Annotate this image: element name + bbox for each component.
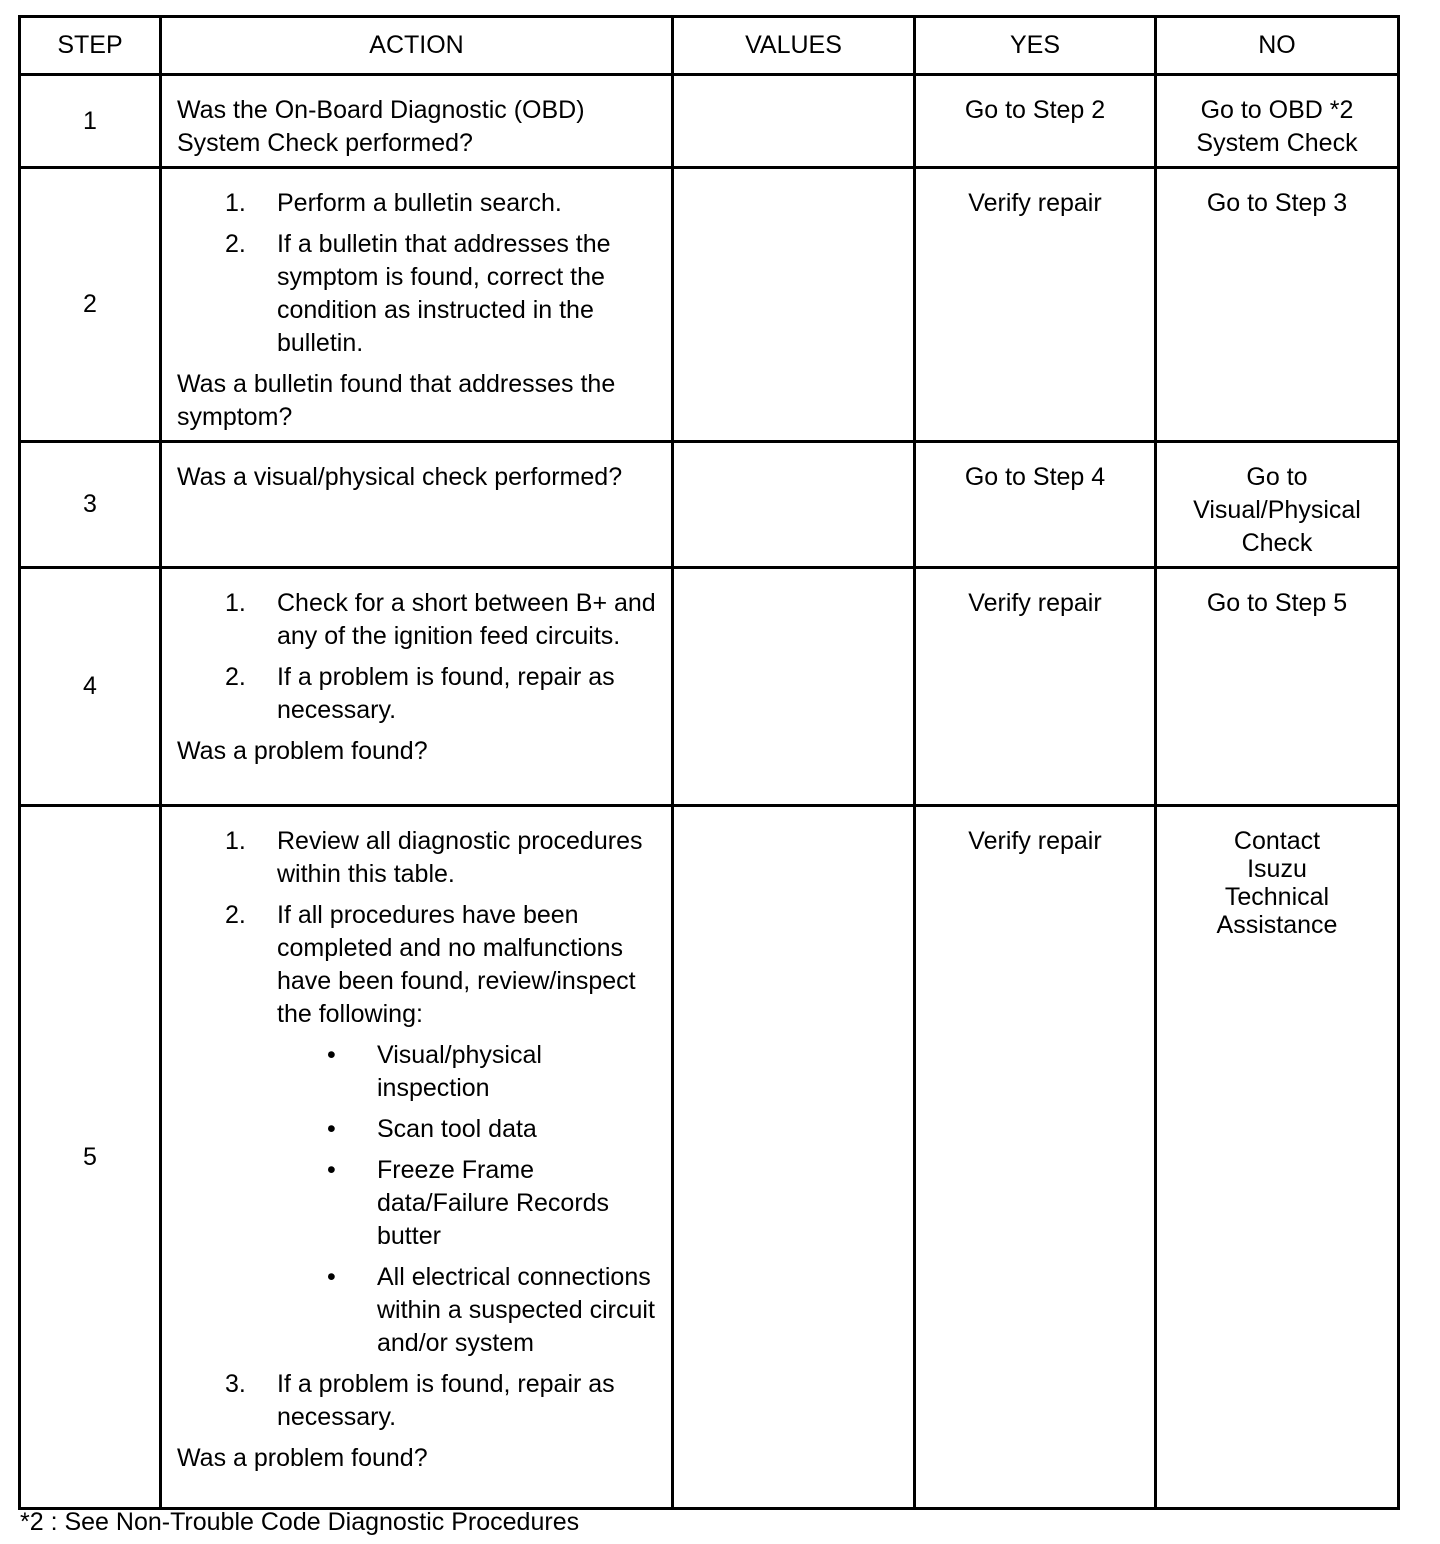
bullet-dot: • bbox=[327, 1041, 336, 1069]
action-question: Was a bulletin found that addresses the symptom? bbox=[177, 370, 616, 431]
inspection-text: Scan tool data bbox=[377, 1115, 537, 1143]
yes-cell: Go to Step 4 bbox=[915, 442, 1156, 568]
step-number: 3 bbox=[20, 442, 161, 568]
no-line: Contact bbox=[1233, 827, 1321, 855]
step-text: If all procedures have been completed and no malfunctions have been found, review/inspect the following: bbox=[277, 901, 636, 1028]
action-question: Was the On-Board Diagnostic (OBD) System Check performed? bbox=[177, 96, 585, 157]
action-steps bbox=[177, 825, 659, 1434]
action-step bbox=[177, 899, 659, 1360]
action-step bbox=[177, 661, 659, 727]
values-cell bbox=[673, 442, 915, 568]
bullet-dot: • bbox=[327, 1263, 336, 1291]
yes-cell: Verify repair bbox=[915, 806, 1156, 1509]
step-index: 1. bbox=[225, 589, 246, 617]
inspection-text: All electrical connections within a suspected circuit and/or system bbox=[377, 1263, 655, 1357]
no-line: Technical bbox=[1224, 883, 1330, 911]
action-cell bbox=[161, 75, 673, 168]
action-step bbox=[177, 825, 659, 891]
action-question: Was a problem found? bbox=[177, 1444, 428, 1472]
inspection-item bbox=[277, 1154, 659, 1253]
table-row bbox=[20, 806, 1399, 1509]
inspection-list bbox=[277, 1039, 659, 1360]
step-index: 1. bbox=[225, 189, 246, 217]
step-number: 1 bbox=[20, 75, 161, 168]
action-step bbox=[177, 1368, 659, 1434]
action-cell bbox=[161, 568, 673, 806]
action-question: Was a problem found? bbox=[177, 737, 428, 765]
action-cell bbox=[161, 806, 673, 1509]
header-step: STEP bbox=[20, 17, 161, 75]
no-cell: Go to OBD *2 System Check bbox=[1156, 75, 1399, 168]
inspection-item bbox=[277, 1039, 659, 1105]
step-index: 2. bbox=[225, 901, 246, 929]
step-index: 2. bbox=[225, 663, 246, 691]
action-cell bbox=[161, 168, 673, 442]
step-text: If a problem is found, repair as necessary. bbox=[277, 663, 615, 724]
yes-cell: Go to Step 2 bbox=[915, 75, 1156, 168]
bullet-dot: • bbox=[327, 1115, 336, 1143]
step-text: If a problem is found, repair as necessary. bbox=[277, 1370, 615, 1431]
yes-cell: Verify repair bbox=[915, 168, 1156, 442]
step-number: 4 bbox=[20, 568, 161, 806]
step-number: 5 bbox=[20, 806, 161, 1509]
header-no: NO bbox=[1156, 17, 1399, 75]
step-number: 2 bbox=[20, 168, 161, 442]
diagnostic-table bbox=[18, 15, 1400, 1510]
inspection-text: Visual/physical inspection bbox=[377, 1041, 542, 1102]
table-row bbox=[20, 442, 1399, 568]
bullet-dot: • bbox=[327, 1156, 336, 1184]
no-line: Assistance bbox=[1216, 911, 1338, 939]
action-steps bbox=[177, 187, 659, 360]
header-row bbox=[20, 17, 1399, 75]
no-cell: Go to Visual/Physical Check bbox=[1156, 442, 1399, 568]
values-cell bbox=[673, 568, 915, 806]
table-row bbox=[20, 168, 1399, 442]
inspection-item bbox=[277, 1261, 659, 1360]
yes-cell: Verify repair bbox=[915, 568, 1156, 806]
no-cell bbox=[1156, 806, 1399, 1509]
values-cell bbox=[673, 806, 915, 1509]
step-text: Review all diagnostic procedures within this table. bbox=[277, 827, 643, 888]
step-index: 1. bbox=[225, 827, 246, 855]
step-text: Perform a bulletin search. bbox=[277, 189, 562, 217]
step-text: If a bulletin that addresses the symptom is found, correct the condition as instructed in the bulletin. bbox=[277, 230, 611, 357]
values-cell bbox=[673, 168, 915, 442]
table-row bbox=[20, 75, 1399, 168]
footnote: *2 : See Non-Trouble Code Diagnostic Procedures bbox=[20, 1508, 580, 1536]
action-steps bbox=[177, 587, 659, 727]
table-row bbox=[20, 568, 1399, 806]
inspection-item bbox=[277, 1113, 659, 1146]
step-index: 3. bbox=[225, 1370, 246, 1398]
action-cell bbox=[161, 442, 673, 568]
inspection-text: Freeze Frame data/Failure Records butter bbox=[377, 1156, 610, 1250]
step-text: Check for a short between B+ and any of the ignition feed circuits. bbox=[277, 589, 656, 650]
no-cell: Go to Step 5 bbox=[1156, 568, 1399, 806]
no-cell: Go to Step 3 bbox=[1156, 168, 1399, 442]
values-cell bbox=[673, 75, 915, 168]
action-step bbox=[177, 587, 659, 653]
no-line: Isuzu bbox=[1247, 855, 1307, 883]
action-step bbox=[177, 228, 659, 360]
header-yes: YES bbox=[915, 17, 1156, 75]
action-step bbox=[177, 187, 659, 220]
step-index: 2. bbox=[225, 230, 246, 258]
header-action: ACTION bbox=[161, 17, 673, 75]
action-question: Was a visual/physical check performed? bbox=[177, 463, 623, 491]
header-values: VALUES bbox=[673, 17, 915, 75]
